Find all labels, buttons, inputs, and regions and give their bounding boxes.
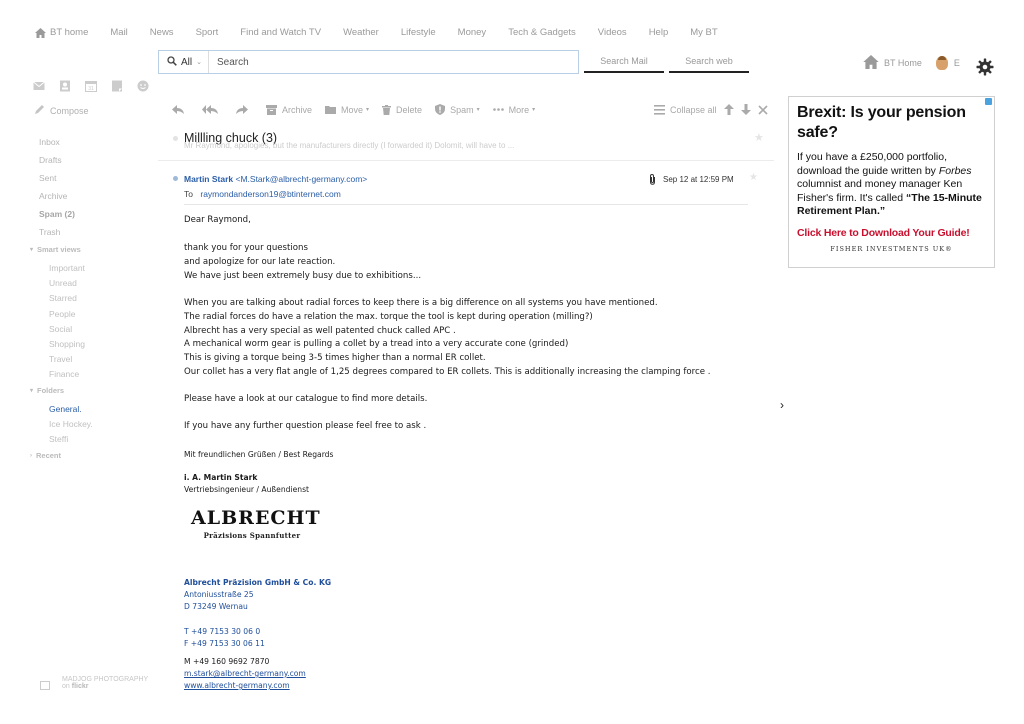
signature-web-link[interactable]: www.albrecht-germany.com <box>184 681 290 690</box>
previous-message-icon[interactable] <box>724 104 734 115</box>
chevron-down-icon: ▾ <box>30 247 34 253</box>
folder-steffi[interactable]: Steffi <box>49 434 69 445</box>
body-line: Our collet has a very flat angle of 1,25 degrees compared to ER collets. This is additionally increasing the clamping force . <box>184 366 711 377</box>
chevron-right-icon: › <box>30 452 32 459</box>
collapse-all-button[interactable] <box>654 105 717 115</box>
move-button[interactable] <box>325 105 369 115</box>
photo-credit-prefix: on <box>62 683 70 690</box>
body-line: A mechanical worm gear is pulling a collet by a tread into a very accurate cone (grinded) <box>184 339 569 350</box>
compose-button[interactable] <box>34 104 89 117</box>
app-switcher <box>33 79 163 91</box>
signature-email-link[interactable]: m.stark@albrecht-germany.com <box>184 669 306 678</box>
photo-credit-author: MADJOG PHOTOGRAPHY <box>62 676 149 683</box>
recent-label: Recent <box>36 451 62 460</box>
fax-number: F +49 7153 30 06 11 <box>184 639 265 648</box>
adchoices-icon[interactable] <box>985 98 992 105</box>
message-dot <box>173 176 178 181</box>
home-icon[interactable] <box>863 55 879 71</box>
phone-number: T +49 7153 30 06 0 <box>184 627 261 636</box>
message-date <box>648 174 734 185</box>
conversation-controls <box>654 104 775 115</box>
move-label: Move <box>341 104 364 115</box>
delete-button[interactable] <box>382 105 422 115</box>
smart-view-starred[interactable]: Starred <box>49 293 77 304</box>
attachment-icon <box>648 174 657 185</box>
ad-text-part: columnist and money manager Ken Fisher's firm. It's called <box>797 178 963 204</box>
folder-spam[interactable]: Spam (2) <box>39 209 75 219</box>
body-line: When you are talking about radial forces to keep there is a big difference on all systems you have mentioned. <box>184 298 658 308</box>
search-bar <box>158 50 579 74</box>
mail-icon[interactable] <box>33 79 45 91</box>
message-toolbar <box>172 104 548 115</box>
folder-sent[interactable]: Sent <box>39 173 57 183</box>
nav-help[interactable]: Help <box>648 27 669 38</box>
star-icon[interactable]: ★ <box>754 132 764 144</box>
collapsed-message[interactable]: Mr Raymond, apologies, but the manufacturers directly (I forwarded it) Dolomit, will have to ... <box>184 141 515 150</box>
nav-weather[interactable]: Weather <box>343 27 379 38</box>
gear-icon[interactable] <box>976 58 994 76</box>
bt-home-link[interactable]: BT Home <box>884 58 922 68</box>
recipient-email[interactable]: raymondanderson19@btinternet.com <box>200 189 341 199</box>
body-line: This is giving a torque being 3-5 times higher than a normal ER collet. <box>184 353 486 364</box>
smart-views-list <box>49 262 85 384</box>
body-line: and apologize for our late reaction. <box>184 256 336 267</box>
nav-my-bt[interactable]: My BT <box>690 27 718 38</box>
forward-icon[interactable] <box>236 105 253 115</box>
user-menu[interactable] <box>936 56 960 70</box>
header-right <box>863 55 960 71</box>
smart-views-label: Smart views <box>37 245 81 254</box>
signature-title: Vertriebsingenieur / Außendienst <box>184 485 310 494</box>
nav-tech-gadgets[interactable]: Tech & Gadgets <box>508 27 576 38</box>
svg-text:31: 31 <box>88 86 94 92</box>
collapse-all-label: Collapse all <box>670 104 717 115</box>
top-navigation <box>35 27 740 38</box>
messenger-icon[interactable] <box>137 79 149 91</box>
search-scope-label: All <box>181 56 193 68</box>
message-body-greeting <box>184 214 251 228</box>
folder-ice-hockey[interactable]: Ice Hockey. <box>49 419 93 430</box>
user-initial-label: E <box>953 58 960 68</box>
sender-email[interactable]: <M.Stark@albrecht-germany.com> <box>235 174 368 184</box>
ad-text-part: If you have a £250,000 portfolio, download the guide written by <box>797 151 948 177</box>
search-input[interactable] <box>209 51 578 73</box>
logo-wordmark: ALBRECHT <box>191 507 321 529</box>
smart-view-travel[interactable]: Travel <box>49 354 73 365</box>
search-mail-button[interactable]: Search Mail <box>584 52 664 73</box>
smart-views-toggle[interactable] <box>30 245 81 254</box>
close-icon[interactable] <box>758 105 768 115</box>
signature-contact <box>184 626 306 692</box>
smart-view-shopping[interactable]: Shopping <box>49 338 85 349</box>
mobile-number: M +49 160 9692 7870 <box>184 657 270 666</box>
signature-address <box>184 577 331 613</box>
nav-lifestyle[interactable]: Lifestyle <box>400 27 436 38</box>
image-icon <box>40 681 50 690</box>
conversation-subject: Millling chuck (3) <box>184 131 278 145</box>
next-message-icon[interactable] <box>741 104 751 115</box>
body-line: Albrecht has a very special as well patented chuck called APC . <box>184 325 456 336</box>
ad-cta-link[interactable]: Click Here to Download Your Guide! <box>797 226 970 239</box>
body-line: thank you for your questions <box>184 243 308 253</box>
body-line: The radial forces do have a relation the max. torque the tool is kept during operation (milling?) <box>184 311 593 322</box>
folders-toggle[interactable] <box>30 386 64 395</box>
nav-bt-home[interactable] <box>35 27 88 38</box>
more-label: More <box>508 104 530 115</box>
ad-brand: FISHER INVESTMENTS UK® <box>830 244 953 253</box>
nav-news[interactable]: News <box>149 27 174 38</box>
chevron-down-icon: ▾ <box>476 107 480 113</box>
folder-drafts[interactable]: Drafts <box>39 155 62 165</box>
folder-inbox[interactable]: Inbox <box>39 137 60 147</box>
unread-dot <box>173 136 178 141</box>
custom-folder-list <box>49 403 93 449</box>
compose-label: Compose <box>50 105 89 116</box>
folder-archive[interactable]: Archive <box>39 191 68 201</box>
ad-text-bold: “The 15-Minute Retirement Plan.” <box>797 191 982 217</box>
chevron-down-icon: ▾ <box>532 107 536 113</box>
logo-tagline: Präzisions Spannfutter <box>203 531 301 540</box>
flickr-logo: flickr <box>71 683 89 690</box>
pencil-icon <box>34 104 45 117</box>
city-address: D 73249 Wernau <box>184 602 248 611</box>
nav-sport[interactable]: Sport <box>195 27 219 38</box>
smart-view-social[interactable]: Social <box>49 323 73 334</box>
albrecht-logo <box>191 507 321 540</box>
date-label: Sep 12 at 12:59 PM <box>663 175 734 184</box>
message-from <box>184 174 367 184</box>
signature-header <box>184 449 333 496</box>
folder-general[interactable]: General. <box>49 404 82 414</box>
notepad-icon[interactable] <box>111 79 123 91</box>
greeting: Dear Raymond, <box>184 215 251 225</box>
message-body-p2 <box>184 297 710 380</box>
recent-toggle[interactable] <box>30 451 61 460</box>
smart-view-people[interactable]: People <box>49 308 76 319</box>
avatar <box>936 56 948 70</box>
body-line: Please have a look at our catalogue to find more details. <box>184 394 428 404</box>
body-line: If you have any further question please feel free to ask . <box>184 421 427 431</box>
signature-closing: Mit freundlichen Grüßen / Best Regards <box>184 450 334 459</box>
divider <box>184 204 748 205</box>
archive-label: Archive <box>282 104 313 115</box>
home-icon <box>35 28 46 38</box>
archive-button[interactable] <box>266 105 312 115</box>
divider <box>158 160 774 161</box>
nav-label: BT home <box>50 27 89 38</box>
search-web-button[interactable]: Search web <box>669 52 749 73</box>
advertisement[interactable] <box>788 96 995 268</box>
search-icon <box>167 56 177 69</box>
company-name: Albrecht Präzision GmbH & Co. KG <box>184 578 332 587</box>
spam-label: Spam <box>450 104 474 115</box>
smart-view-finance[interactable]: Finance <box>49 369 80 380</box>
smart-view-important[interactable]: Important <box>49 263 85 273</box>
search-scope-dropdown[interactable] <box>159 51 209 73</box>
spam-button[interactable] <box>435 104 480 115</box>
chevron-right-icon[interactable]: › <box>780 398 784 412</box>
folders-label: Folders <box>37 386 65 395</box>
to-label: To <box>184 189 193 199</box>
message-to <box>184 189 341 199</box>
contacts-icon[interactable] <box>59 79 71 91</box>
calendar-icon[interactable] <box>85 79 97 91</box>
smart-view-unread[interactable]: Unread <box>49 278 77 289</box>
ad-text <box>797 151 986 219</box>
signature-name: i. A. Martin Stark <box>184 473 258 482</box>
ad-text-em: Forbes <box>938 164 972 177</box>
message-body-p1 <box>184 242 421 283</box>
chevron-down-icon: ▾ <box>366 107 370 113</box>
reply-all-icon[interactable] <box>202 105 223 115</box>
delete-label: Delete <box>396 104 423 115</box>
nav-videos[interactable]: Videos <box>597 27 627 38</box>
sender-name[interactable]: Martin Stark <box>184 174 234 184</box>
more-button[interactable] <box>493 105 536 115</box>
body-line: We have just been extremely busy due to exhibitions... <box>184 270 422 281</box>
ad-title: Brexit: Is your pension safe? <box>797 104 966 141</box>
folder-list <box>39 136 75 244</box>
reply-icon[interactable] <box>172 105 189 115</box>
nav-money[interactable]: Money <box>457 27 487 38</box>
message-body-p3 <box>184 393 427 407</box>
chevron-down-icon: ▾ <box>30 388 34 394</box>
star-icon[interactable]: ★ <box>749 172 758 183</box>
nav-find-watch-tv[interactable]: Find and Watch TV <box>240 27 322 38</box>
chevron-down-icon: ⌄ <box>196 59 202 66</box>
photo-credit[interactable] <box>40 676 148 690</box>
nav-mail[interactable]: Mail <box>110 27 128 38</box>
message-body-p4 <box>184 420 426 434</box>
folder-trash[interactable]: Trash <box>39 227 61 237</box>
street-address: Antoniusstraße 25 <box>184 590 254 599</box>
